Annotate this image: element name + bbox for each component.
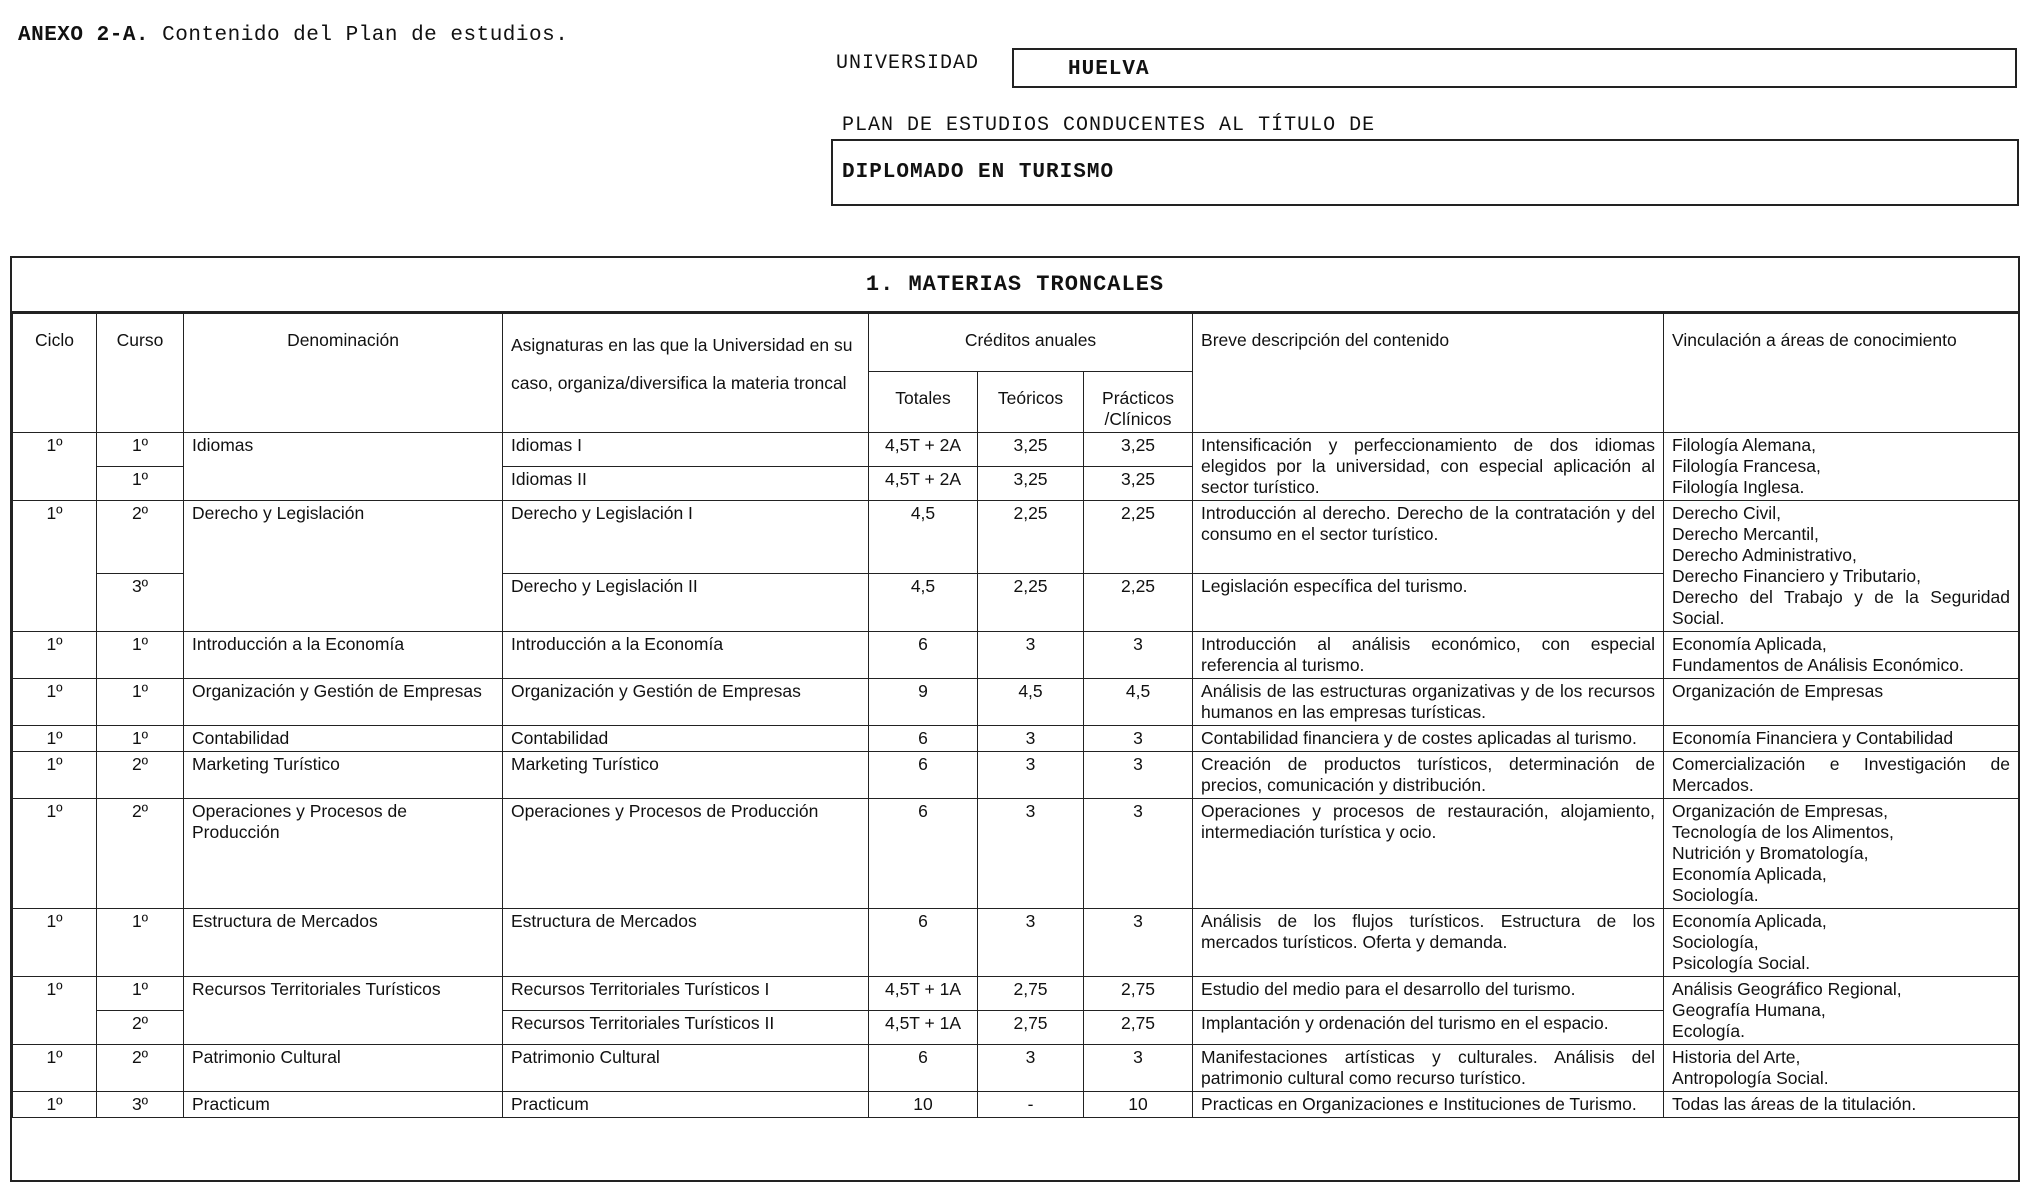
table-row xyxy=(13,752,2019,799)
cell-descripcion: Operaciones y procesos de restauración, alojamiento, intermediación turística y ocio. xyxy=(1193,799,1664,909)
cell-vinculacion: Organización de Empresas xyxy=(1664,679,2019,726)
header-vinculacion: Vinculación a áreas de conocimiento xyxy=(1664,314,2019,433)
cell-curso: 1º xyxy=(97,726,184,752)
cell-totales: 4,5T + 1A xyxy=(869,1011,978,1045)
cell-teoricos: 2,75 xyxy=(978,977,1084,1011)
header-practicos: Prácticos /Clínicos xyxy=(1084,372,1193,433)
degree-title-box xyxy=(831,139,2019,206)
cell-ciclo: 1º xyxy=(13,752,97,799)
cell-practicos: 3 xyxy=(1084,799,1193,909)
cell-asignatura: Marketing Turístico xyxy=(503,752,869,799)
cell-practicos: 3 xyxy=(1084,752,1193,799)
cell-denominacion: Derecho y Legislación xyxy=(184,501,503,632)
cell-practicos: 2,25 xyxy=(1084,574,1193,632)
cell-vinculacion: Economía Aplicada, Fundamentos de Análisis Económico. xyxy=(1664,632,2019,679)
cell-vinculacion: Economía Financiera y Contabilidad xyxy=(1664,726,2019,752)
cell-practicos: 3 xyxy=(1084,1045,1193,1092)
cell-descripcion: Introducción al derecho. Derecho de la contratación y del consumo en el sector turístico. xyxy=(1193,501,1664,574)
cell-curso: 2º xyxy=(97,1045,184,1092)
cell-teoricos: 3 xyxy=(978,752,1084,799)
header-denominacion: Denominación xyxy=(184,314,503,433)
cell-teoricos: 3 xyxy=(978,726,1084,752)
header-descripcion: Breve descripción del contenido xyxy=(1193,314,1664,433)
header-creditos: Créditos anuales xyxy=(869,314,1193,372)
cell-denominacion: Organización y Gestión de Empresas xyxy=(184,679,503,726)
cell-totales: 6 xyxy=(869,909,978,977)
cell-asignatura: Recursos Territoriales Turísticos II xyxy=(503,1011,869,1045)
cell-descripcion: Análisis de las estructuras organizativas y de los recursos humanos en las empresas turísticas. xyxy=(1193,679,1664,726)
cell-practicos: 3,25 xyxy=(1084,433,1193,467)
cell-ciclo: 1º xyxy=(13,632,97,679)
university-box xyxy=(1012,48,2017,88)
cell-teoricos: 2,25 xyxy=(978,574,1084,632)
cell-ciclo: 1º xyxy=(13,679,97,726)
cell-vinculacion: Organización de Empresas, Tecnología de los Alimentos, Nutrición y Bromatología, Economía Aplicada, Sociología. xyxy=(1664,799,2019,909)
header-curso: Curso xyxy=(97,314,184,433)
cell-asignatura: Introducción a la Economía xyxy=(503,632,869,679)
header-asignaturas: Asignaturas en las que la Universidad en su caso, organiza/diversifica la materia troncal xyxy=(503,314,869,433)
cell-curso: 3º xyxy=(97,574,184,632)
cell-ciclo: 1º xyxy=(13,977,97,1045)
cell-ciclo: 1º xyxy=(13,1045,97,1092)
cell-descripcion: Implantación y ordenación del turismo en el espacio. xyxy=(1193,1011,1664,1045)
cell-teoricos: 3 xyxy=(978,909,1084,977)
cell-asignatura: Organización y Gestión de Empresas xyxy=(503,679,869,726)
cell-teoricos: 3 xyxy=(978,1045,1084,1092)
cell-asignatura: Estructura de Mercados xyxy=(503,909,869,977)
cell-denominacion: Contabilidad xyxy=(184,726,503,752)
cell-practicos: 10 xyxy=(1084,1092,1193,1118)
cell-denominacion: Estructura de Mercados xyxy=(184,909,503,977)
cell-curso: 1º xyxy=(97,632,184,679)
table-row xyxy=(13,799,2019,909)
cell-teoricos: 2,25 xyxy=(978,501,1084,574)
table-row xyxy=(13,632,2019,679)
cell-denominacion: Idiomas xyxy=(184,433,503,501)
table-row xyxy=(13,1092,2019,1118)
cell-descripcion: Análisis de los flujos turísticos. Estructura de los mercados turísticos. Oferta y demanda. xyxy=(1193,909,1664,977)
cell-practicos: 3 xyxy=(1084,632,1193,679)
cell-descripcion: Manifestaciones artísticas y culturales. Análisis del patrimonio cultural como recurso turístico. xyxy=(1193,1045,1664,1092)
table-row xyxy=(13,1045,2019,1092)
cell-teoricos: 3 xyxy=(978,799,1084,909)
cell-asignatura: Recursos Territoriales Turísticos I xyxy=(503,977,869,1011)
cell-practicos: 3 xyxy=(1084,726,1193,752)
degree-title: DIPLOMADO EN TURISMO xyxy=(842,161,1115,184)
cell-vinculacion: Comercialización e Investigación de Mercados. xyxy=(1664,752,2019,799)
annex-label: ANEXO 2-A. xyxy=(18,24,150,47)
university-value: HUELVA xyxy=(1068,58,1150,81)
table-header-row xyxy=(13,314,2019,372)
table-row xyxy=(13,977,2019,1011)
cell-descripcion: Estudio del medio para el desarrollo del turismo. xyxy=(1193,977,1664,1011)
cell-curso: 2º xyxy=(97,752,184,799)
cell-denominacion: Introducción a la Economía xyxy=(184,632,503,679)
cell-curso: 2º xyxy=(97,1011,184,1045)
cell-curso: 2º xyxy=(97,501,184,574)
cell-descripcion: Intensificación y perfeccionamiento de dos idiomas elegidos por la universidad, con especial aplicación al sector turístico. xyxy=(1193,433,1664,501)
cell-totales: 6 xyxy=(869,632,978,679)
cell-vinculacion: Historia del Arte, Antropología Social. xyxy=(1664,1045,2019,1092)
cell-descripcion: Contabilidad financiera y de costes aplicadas al turismo. xyxy=(1193,726,1664,752)
cell-practicos: 3,25 xyxy=(1084,467,1193,501)
cell-asignatura: Contabilidad xyxy=(503,726,869,752)
cell-ciclo: 1º xyxy=(13,909,97,977)
cell-vinculacion: Todas las áreas de la titulación. xyxy=(1664,1092,2019,1118)
cell-curso: 1º xyxy=(97,977,184,1011)
cell-asignatura: Patrimonio Cultural xyxy=(503,1045,869,1092)
header-totales: Totales xyxy=(869,372,978,433)
cell-denominacion: Operaciones y Procesos de Producción xyxy=(184,799,503,909)
cell-totales: 4,5T + 2A xyxy=(869,467,978,501)
cell-totales: 6 xyxy=(869,726,978,752)
cell-totales: 9 xyxy=(869,679,978,726)
cell-asignatura: Derecho y Legislación II xyxy=(503,574,869,632)
cell-totales: 4,5T + 2A xyxy=(869,433,978,467)
cell-ciclo: 1º xyxy=(13,433,97,501)
cell-ciclo: 1º xyxy=(13,726,97,752)
cell-totales: 10 xyxy=(869,1092,978,1118)
cell-denominacion: Marketing Turístico xyxy=(184,752,503,799)
cell-totales: 6 xyxy=(869,1045,978,1092)
cell-denominacion: Practicum xyxy=(184,1092,503,1118)
cell-teoricos: - xyxy=(978,1092,1084,1118)
cell-totales: 4,5 xyxy=(869,501,978,574)
table-row xyxy=(13,433,2019,467)
cell-practicos: 4,5 xyxy=(1084,679,1193,726)
cell-totales: 6 xyxy=(869,752,978,799)
section-title: 1. MATERIAS TRONCALES xyxy=(12,258,2018,313)
cell-teoricos: 4,5 xyxy=(978,679,1084,726)
cell-curso: 1º xyxy=(97,679,184,726)
troncales-table xyxy=(12,313,2019,1118)
cell-asignatura: Operaciones y Procesos de Producción xyxy=(503,799,869,909)
table-row xyxy=(13,501,2019,574)
university-label: UNIVERSIDAD xyxy=(836,52,980,75)
cell-practicos: 2,75 xyxy=(1084,1011,1193,1045)
cell-ciclo: 1º xyxy=(13,1092,97,1118)
cell-ciclo: 1º xyxy=(13,799,97,909)
table-row xyxy=(13,679,2019,726)
table-row xyxy=(13,726,2019,752)
cell-asignatura: Practicum xyxy=(503,1092,869,1118)
cell-teoricos: 3,25 xyxy=(978,433,1084,467)
cell-asignatura: Derecho y Legislación I xyxy=(503,501,869,574)
cell-teoricos: 2,75 xyxy=(978,1011,1084,1045)
cell-descripcion: Introducción al análisis económico, con especial referencia al turismo. xyxy=(1193,632,1664,679)
annex-text: Contenido del Plan de estudios. xyxy=(162,24,569,47)
cell-vinculacion: Análisis Geográfico Regional, Geografía Humana, Ecología. xyxy=(1664,977,2019,1045)
cell-descripcion: Creación de productos turísticos, determinación de precios, comunicación y distribución. xyxy=(1193,752,1664,799)
cell-curso: 1º xyxy=(97,909,184,977)
cell-descripcion: Practicas en Organizaciones e Instituciones de Turismo. xyxy=(1193,1092,1664,1118)
cell-vinculacion: Economía Aplicada, Sociología, Psicología Social. xyxy=(1664,909,2019,977)
cell-curso: 1º xyxy=(97,467,184,501)
cell-ciclo: 1º xyxy=(13,501,97,632)
cell-vinculacion: Filología Alemana, Filología Francesa, Filología Inglesa. xyxy=(1664,433,2019,501)
cell-denominacion: Patrimonio Cultural xyxy=(184,1045,503,1092)
annex-heading xyxy=(18,24,568,47)
cell-totales: 4,5T + 1A xyxy=(869,977,978,1011)
cell-descripcion: Legislación específica del turismo. xyxy=(1193,574,1664,632)
cell-asignatura: Idiomas I xyxy=(503,433,869,467)
cell-totales: 6 xyxy=(869,799,978,909)
header-teoricos: Teóricos xyxy=(978,372,1084,433)
table-row xyxy=(13,909,2019,977)
cell-practicos: 2,75 xyxy=(1084,977,1193,1011)
cell-curso: 1º xyxy=(97,433,184,467)
cell-teoricos: 3 xyxy=(978,632,1084,679)
cell-denominacion: Recursos Territoriales Turísticos xyxy=(184,977,503,1045)
troncales-section xyxy=(10,256,2020,1182)
cell-curso: 2º xyxy=(97,799,184,909)
cell-curso: 3º xyxy=(97,1092,184,1118)
cell-totales: 4,5 xyxy=(869,574,978,632)
cell-practicos: 3 xyxy=(1084,909,1193,977)
plan-label: PLAN DE ESTUDIOS CONDUCENTES AL TÍTULO DE xyxy=(842,114,1376,137)
cell-teoricos: 3,25 xyxy=(978,467,1084,501)
cell-practicos: 2,25 xyxy=(1084,501,1193,574)
cell-asignatura: Idiomas II xyxy=(503,467,869,501)
cell-vinculacion: Derecho Civil, Derecho Mercantil, Derecho Administrativo, Derecho Financiero y Tributario, Derecho del Trabajo y de la Seguridad Social. xyxy=(1664,501,2019,632)
header-ciclo: Ciclo xyxy=(13,314,97,433)
